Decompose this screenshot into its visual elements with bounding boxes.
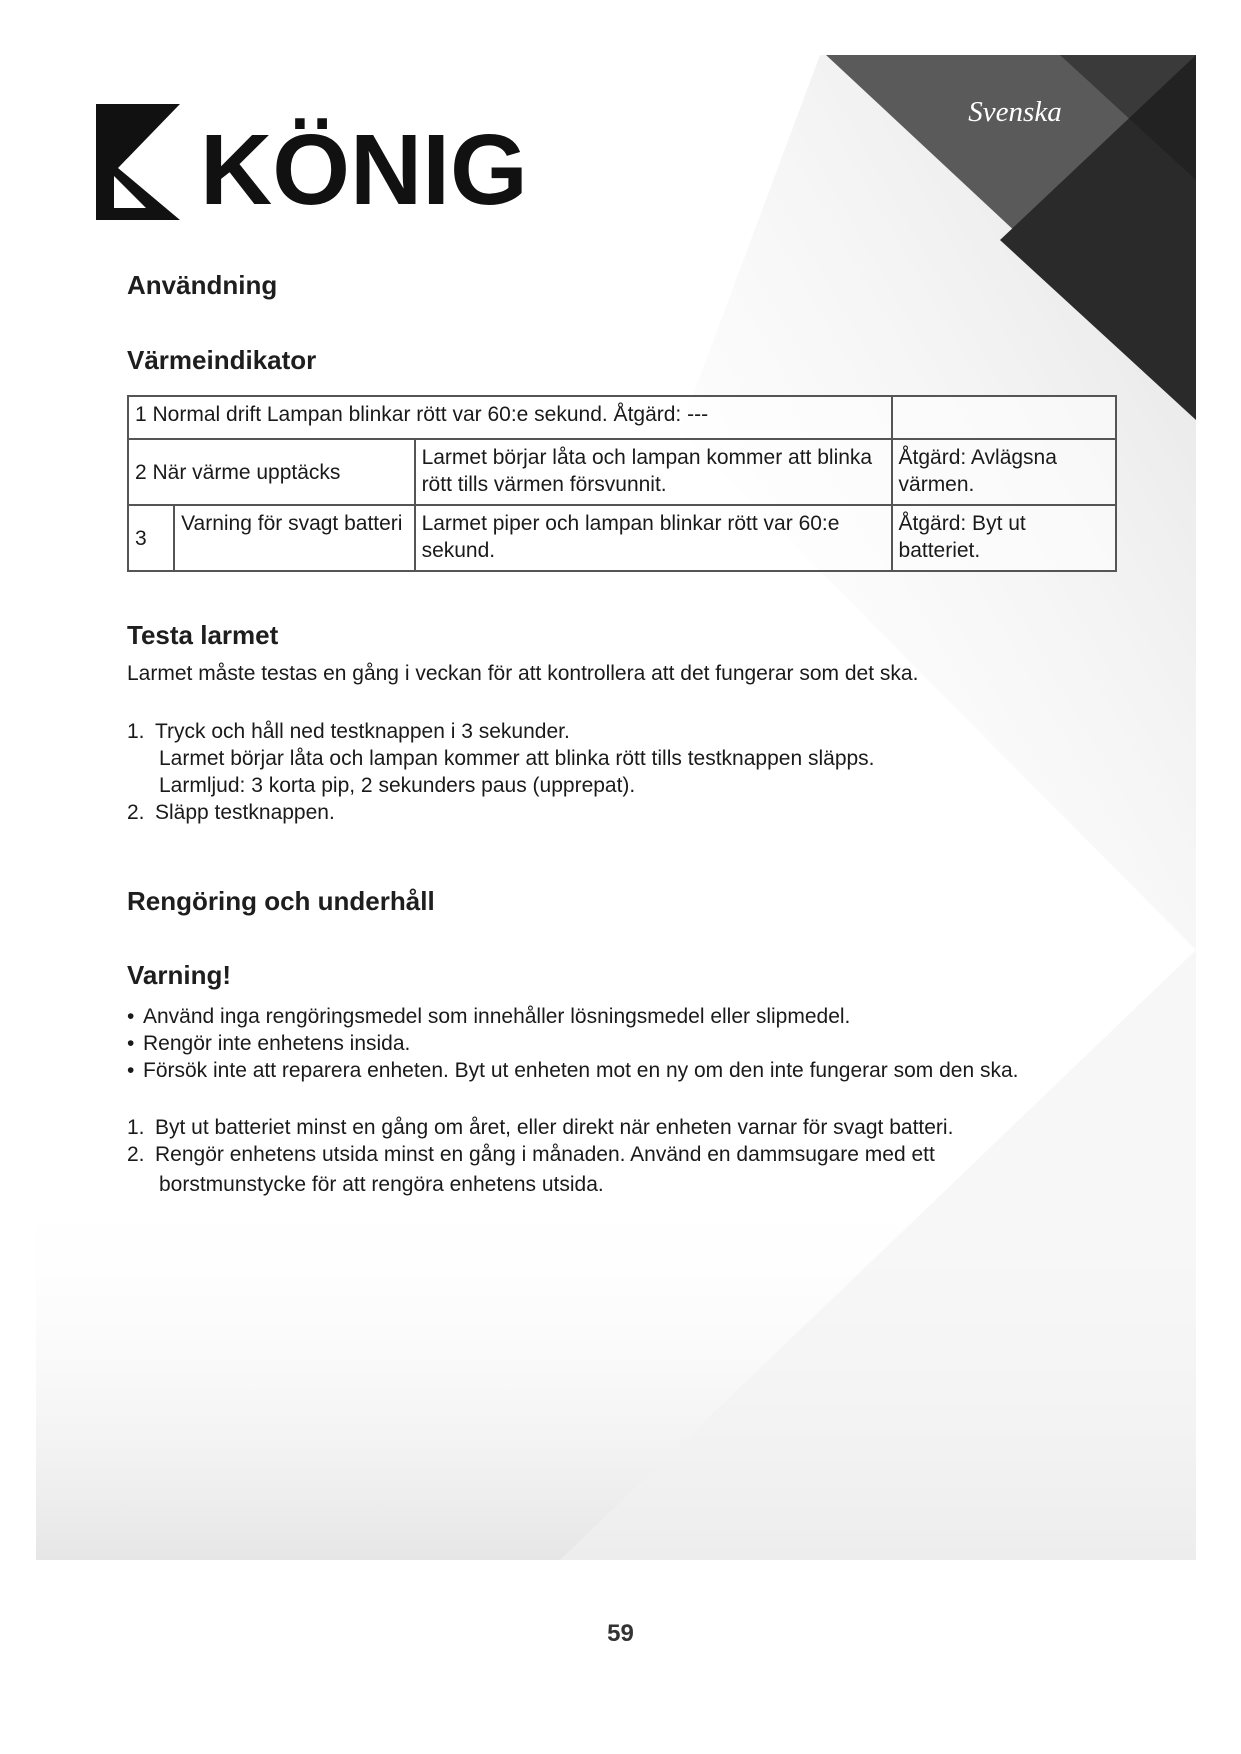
row2-desc: Larmet börjar låta och lampan kommer att blinka rött tills värmen försvunnit. xyxy=(415,439,892,505)
warning-text: Använd inga rengöringsmedel som innehåller lösningsmedel eller slipmedel. xyxy=(143,1005,851,1028)
step-text: Tryck och håll ned testknappen i 3 sekunder. xyxy=(155,720,570,743)
row3-num: 3 xyxy=(128,505,174,571)
row2-label: 2 När värme upptäcks xyxy=(128,439,415,505)
row1-empty-cell xyxy=(892,396,1116,439)
heat-indicator-table xyxy=(127,395,1117,572)
list-item xyxy=(127,718,875,799)
konig-logo xyxy=(96,104,536,224)
warning-list xyxy=(127,1003,1019,1084)
test-steps-list xyxy=(127,718,875,826)
warning-heading: Varning! xyxy=(127,960,232,990)
brand-wordmark: KÖNIG xyxy=(200,114,528,224)
row1-text: 1 Normal drift Lampan blinkar rött var 60:e sekund. Åtgärd: --- xyxy=(128,396,892,439)
step-text: Släpp testknappen. xyxy=(155,801,335,824)
bullet: • xyxy=(127,1032,135,1055)
test-intro: Larmet måste testas en gång i veckan för att kontrollera att det fungerar som det ska. xyxy=(127,662,919,685)
test-alarm-heading: Testa larmet xyxy=(127,620,279,650)
usage-heading: Användning xyxy=(127,270,278,300)
step-number: 2. xyxy=(127,1143,145,1166)
page-number: 59 xyxy=(607,1620,634,1647)
table-row xyxy=(128,505,1116,571)
warning-text: Försök inte att reparera enheten. Byt ut enheten mot en ny om den inte fungerar som den ska. xyxy=(143,1059,1019,1082)
cleaning-heading: Rengöring och underhåll xyxy=(127,886,435,916)
step-number: 1. xyxy=(127,720,145,743)
step-detail: Larmet börjar låta och lampan kommer att blinka rött tills testknappen släpps. xyxy=(159,747,875,770)
list-item xyxy=(127,1003,1019,1030)
warning-text: Rengör inte enhetens insida. xyxy=(143,1032,411,1055)
list-item xyxy=(127,1114,953,1141)
list-item xyxy=(127,799,875,826)
bullet: • xyxy=(127,1005,135,1028)
row3-label: Varning för svagt batteri xyxy=(174,505,414,571)
list-item xyxy=(127,1030,1019,1057)
step-text: Rengör enhetens utsida minst en gång i månaden. Använd en dammsugare med ett xyxy=(155,1143,935,1166)
step-number: 2. xyxy=(127,801,145,824)
row2-action: Åtgärd: Avlägsna värmen. xyxy=(892,439,1116,505)
row3-desc: Larmet piper och lampan blinkar rött var 60:e sekund. xyxy=(415,505,892,571)
step-text: Byt ut batteriet minst en gång om året, eller direkt när enheten varnar för svagt batteri. xyxy=(155,1116,954,1139)
maintenance-list xyxy=(127,1114,953,1198)
row3-action: Åtgärd: Byt ut batteriet. xyxy=(892,505,1116,571)
step-detail: Larmljud: 3 korta pip, 2 sekunders paus (upprepat). xyxy=(159,774,636,797)
table-row xyxy=(128,396,1116,439)
list-item xyxy=(127,1141,953,1198)
heat-indicator-heading: Värmeindikator xyxy=(127,345,317,375)
list-item xyxy=(127,1057,1019,1084)
step-detail: borstmunstycke för att rengöra enhetens utsida. xyxy=(159,1173,604,1196)
step-number: 1. xyxy=(127,1116,145,1139)
bullet: • xyxy=(127,1059,135,1082)
table-row xyxy=(128,439,1116,505)
language-label: Svenska xyxy=(968,96,1062,128)
